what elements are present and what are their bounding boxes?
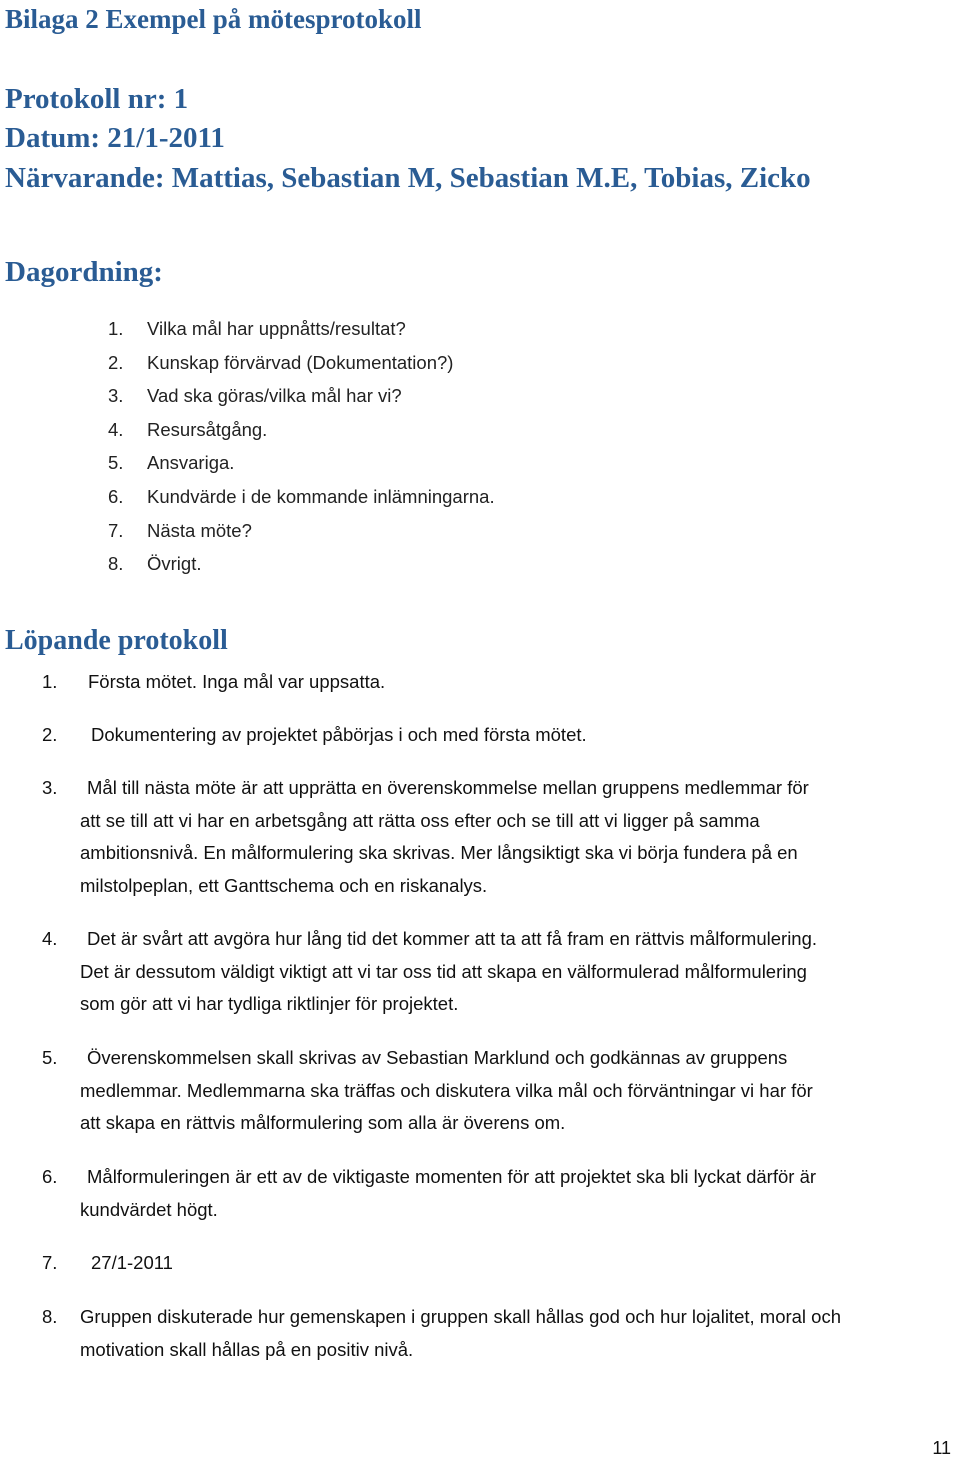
attendees: Närvarande: Mattias, Sebastian M, Sebastian M.E, Tobias, Zicko [5,162,811,194]
log-item-line: Målformuleringen är ett av de viktigaste momenten för att projektet ska bli lyckat därför är [87,1166,817,1187]
log-item-line: som gör att vi har tydliga riktlinjer för projektet. [80,993,459,1014]
log-item-number: 8. [42,1306,58,1327]
log-item-line: Gruppen diskuterade hur gemenskapen i gruppen skall hållas god och hur lojalitet, moral och [80,1306,842,1327]
log-item-line: Överenskommelsen skall skrivas av Sebastian Marklund och godkännas av gruppens [87,1047,788,1068]
log-item-line: motivation skall hållas på en positiv nivå. [80,1338,414,1360]
agenda-item-number: 2. [108,351,124,373]
log-item-text [80,1161,950,1226]
agenda-item-text: Kundvärde i de kommande inlämningarna. [147,485,495,507]
log-item-line: 27/1-2011 [91,1252,173,1273]
meeting-date: Datum: 21/1-2011 [5,122,225,154]
agenda-item-text: Nästa möte? [147,519,252,541]
log-item-line: Det är svårt att avgöra hur lång tid det kommer att ta att få fram en rättvis målformulering. [87,928,818,949]
agenda-item-text: Övrigt. [147,553,202,575]
log-item-text [80,772,950,902]
log-item-number: 1. [42,671,58,692]
agenda-item-number: 1. [108,318,124,339]
log-item-line: Första mötet. Inga mål var uppsatta. [88,671,386,692]
log-item-line: kundvärdet högt. [80,1198,218,1220]
log-item-line: att se till att vi har en arbetsgång att rätta oss efter och se till att vi ligger på samma [80,809,760,831]
log-item-number: 5. [42,1047,58,1068]
log-item-number: 4. [42,928,58,949]
agenda-item-text: Vad ska göras/vilka mål har vi? [147,385,402,407]
agenda-item-number: 7. [108,519,124,541]
log-item-text [91,719,960,752]
page-number: 11 [932,1438,951,1458]
log-item-line: milstolpeplan, ett Ganttschema och en riskanalys. [80,874,488,896]
agenda-item-text: Kunskap förvärvad (Dokumentation?) [147,351,454,373]
agenda-item-number: 3. [108,385,124,407]
document-title: Bilaga 2 Exempel på mötesprotokoll [5,4,422,34]
log-item-line: Mål till nästa möte är att upprätta en överenskommelse mellan gruppens medlemmar för [87,777,809,798]
log-item-number: 6. [42,1166,58,1187]
log-item-text [88,666,958,699]
agenda-item-number: 5. [108,452,124,474]
agenda-item-text: Resursåtgång. [147,418,268,440]
log-item-text [91,1247,960,1280]
log-item-line: Dokumentering av projektet påbörjas i och med första mötet. [91,724,587,745]
log-item-number: 7. [42,1252,58,1273]
log-item-text [80,1301,950,1366]
log-item-line: ambitionsnivå. En målformulering ska skrivas. Mer långsiktigt ska vi börja fundera på en [80,842,798,863]
log-item-line: medlemmar. Medlemmarna ska träffas och diskutera vilka mål och förväntningar vi har för [80,1079,813,1101]
agenda-item-text: Ansvariga. [147,452,235,474]
agenda-item-number: 8. [108,553,124,575]
agenda-item-number: 6. [108,485,124,507]
log-item-line: Det är dessutom väldigt viktigt att vi tar oss tid att skapa en välformulerad målformulering [80,960,807,982]
running-log-heading: Löpande protokoll [5,625,228,656]
log-item-number: 2. [42,724,58,745]
protocol-number: Protokoll nr: 1 [5,83,189,115]
agenda-item-text: Vilka mål har uppnåtts/resultat? [147,318,406,339]
log-item-text [80,923,950,1021]
log-item-number: 3. [42,777,58,798]
agenda-heading: Dagordning: [5,256,163,288]
log-item-line: att skapa en rättvis målformulering som alla är överens om. [80,1112,566,1133]
log-item-text [80,1042,950,1140]
agenda-item-number: 4. [108,418,124,440]
